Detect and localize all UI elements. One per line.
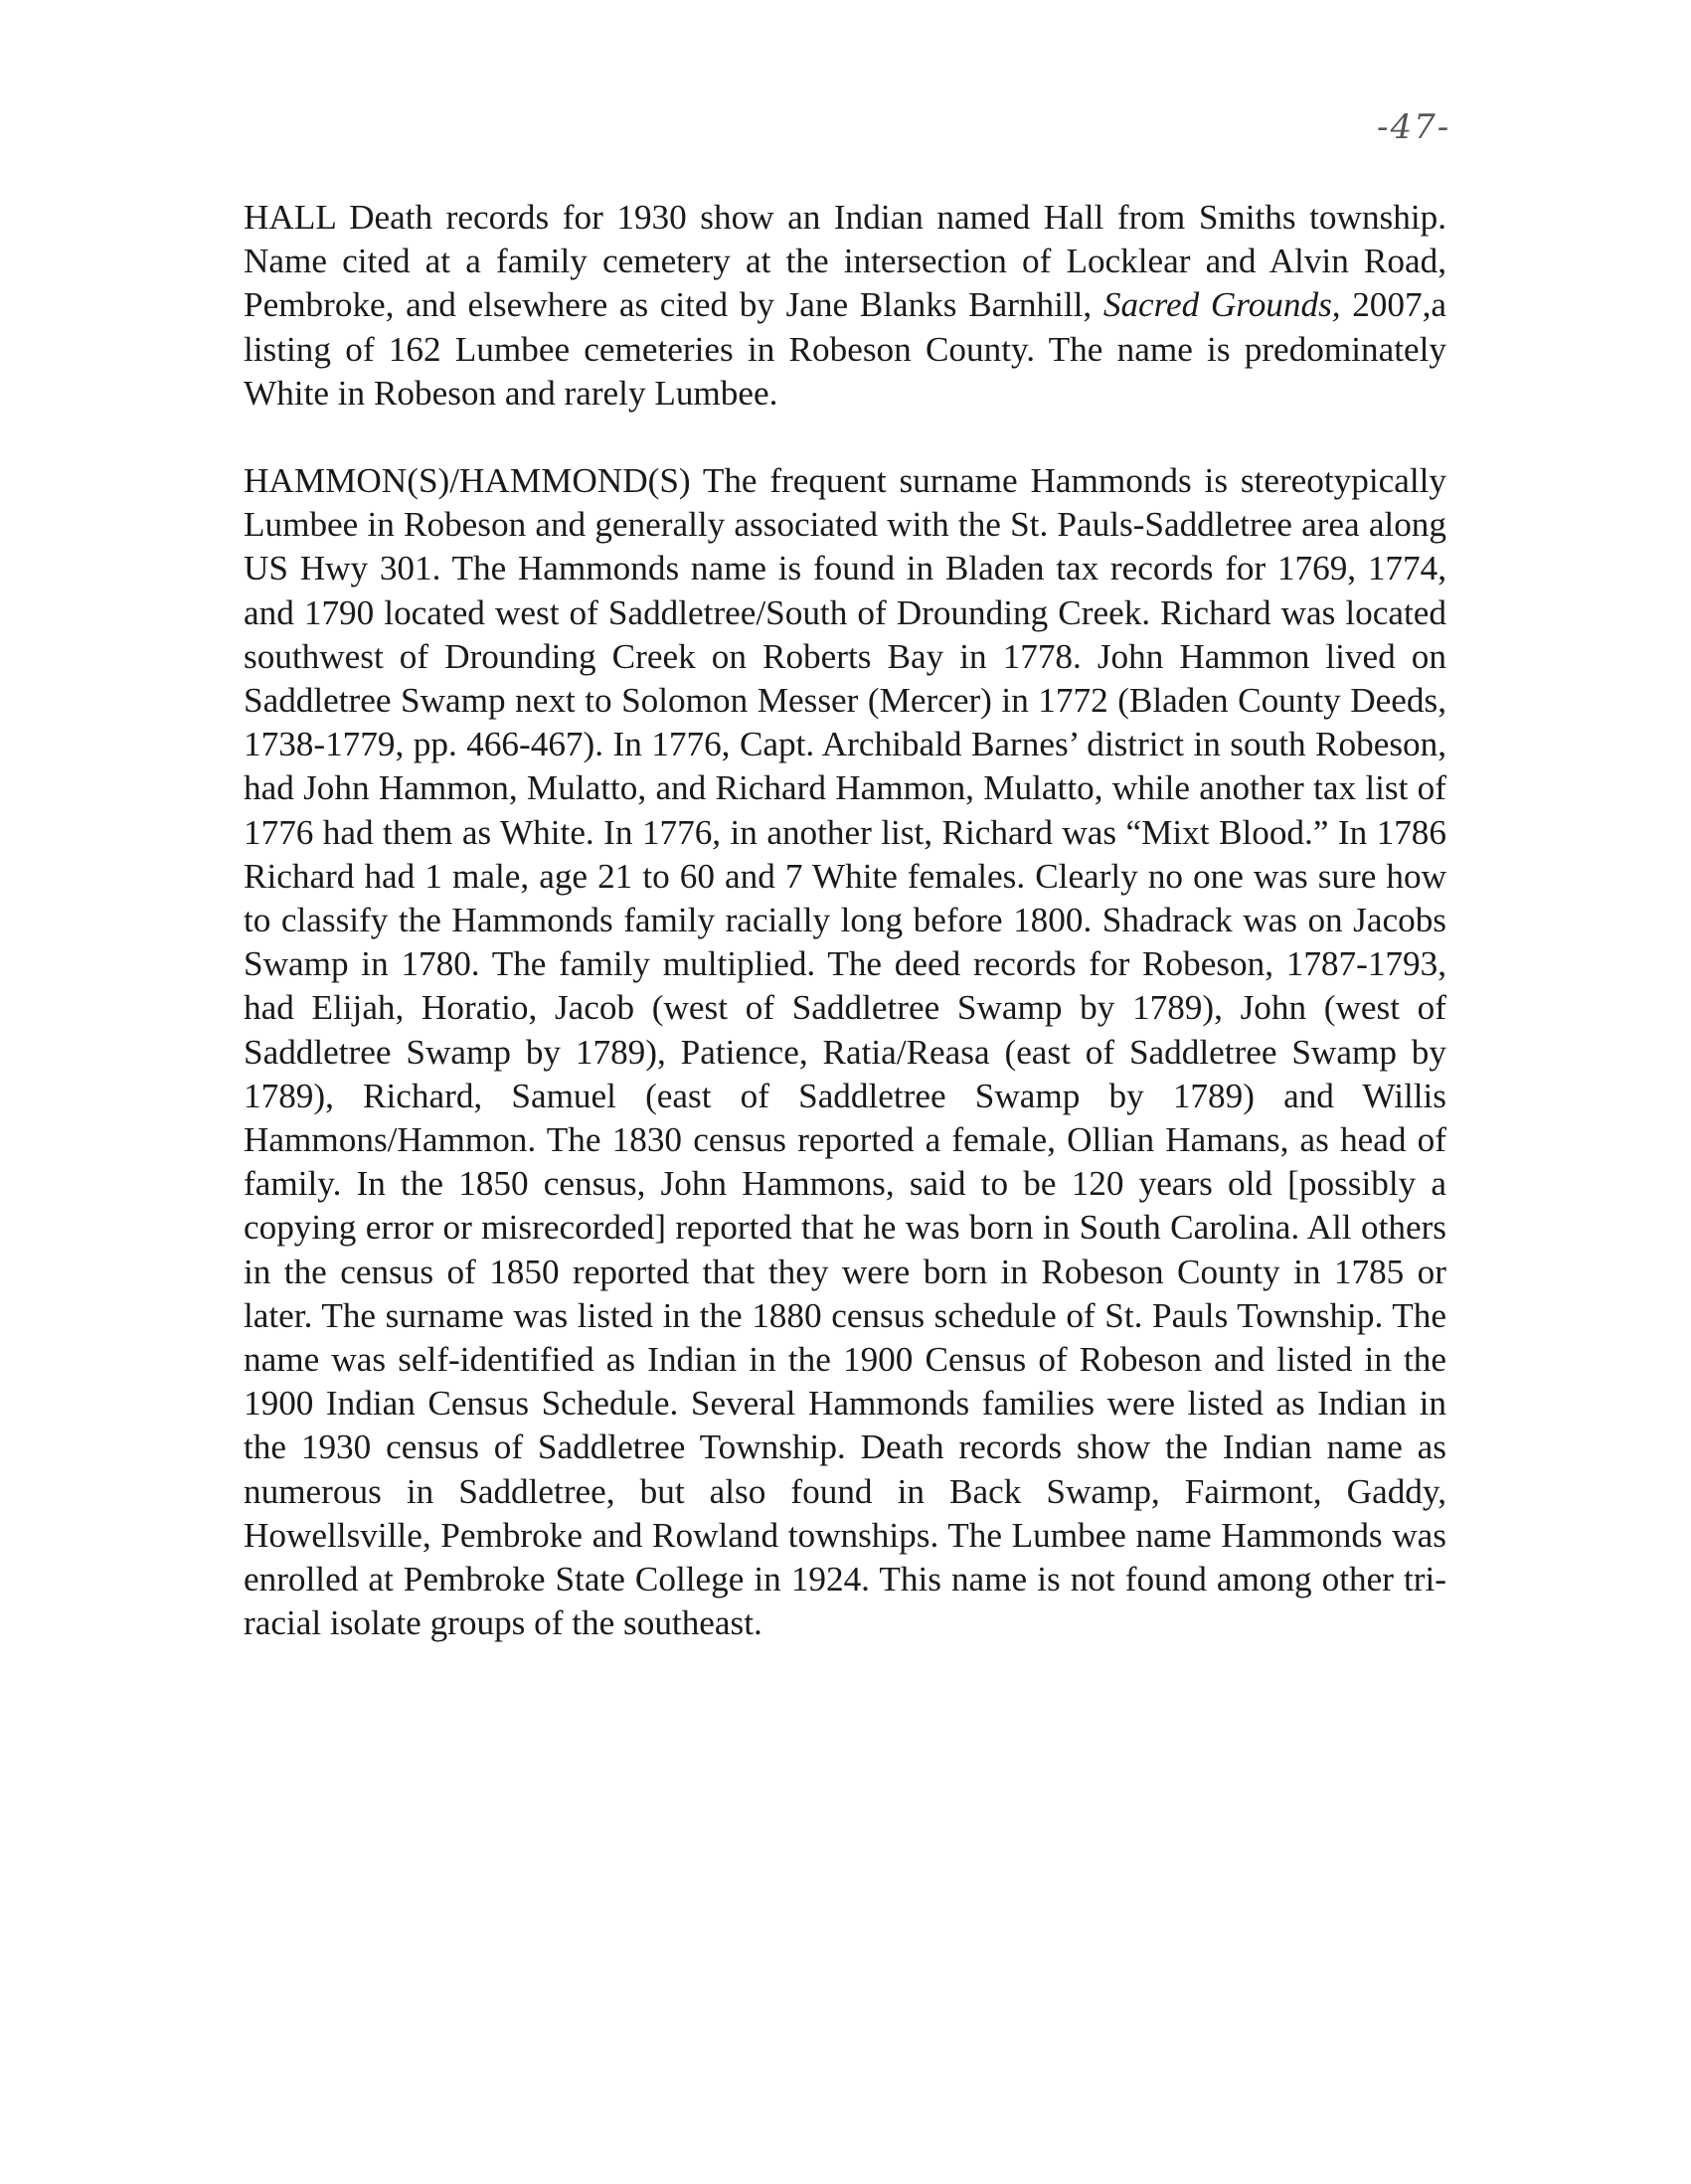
page-number: -47- — [1377, 107, 1451, 147]
entry-hall-heading: HALL — [244, 198, 336, 237]
entry-hammonds-text: The frequent surname Hammonds is stereotypically Lumbee in Robeson and generally associated with the St. Pauls-Saddletree area along US Hwy 301. The Hammonds name is found in Bladen tax records for 1769, 1774, and 1790 located west of Saddletree/South of Drounding Creek. Richard was located southwest of Drounding Creek on Roberts Bay in 1778. John Hammon lived on Saddletree Swamp next to Solomon Messer (Mercer) in 1772 (Bladen County Deeds, 1738-1779, pp. 466-467). In 1776, Capt. Archibald Barnes’ district in south Robeson, had John Hammon, Mulatto, and Richard Hammon, Mulatto, while another tax list of 1776 had them as White. In 1776, in another list, Richard was “Mixt Blood.” In 1786 Richard had 1 male, age 21 to 60 and 7 White females. Clearly no one was sure how to classify the Hammonds family racially long before 1800. Shadrack was on Jacobs Swamp in 1780. The family multiplied. The deed records for Robeson, 1787-1793, had Elijah, Horatio, Jacob (west of Saddletree Swamp by 1789), John (west of Saddletree Swamp by 1789), Patience, Ratia/Reasa (east of Saddletree Swamp by 1789), Richard, Samuel (east of Saddletree Swamp by 1789) and Willis Hammons/Hammon. The 1830 census reported a female, Ollian Hamans, as head of family. In the 1850 census, John Hammons, said to be 120 years old [possibly a copying error or misrecorded] reported that he was born in South Carolina. All others in the census of 1850 reported that they were born in Robeson County in 1785 or later. The surname was listed in the 1880 census schedule of St. Pauls Township. The name was self-identified as Indian in the 1900 Census of Robeson and listed in the 1900 Indian Census Schedule. Several Hammonds families were listed as Indian in the 1930 census of Saddletree Township. Death records show the Indian name as numerous in Saddletree, but also found in Back Swamp, Fairmont, Gaddy, Howellsville, Pembroke and Rowland townships. The Lumbee name Hammonds was enrolled at Pembroke State College in 1924. This name is not found among other tri-racial isolate groups of the southeast. — [244, 461, 1446, 1643]
entry-hall-text-after: 2007,a listing of 162 Lumbee cemeteries in Robeson County. The name is predominately White in Robeson and rarely Lumbee. — [244, 285, 1446, 413]
entry-hall — [244, 196, 1446, 416]
entry-hammonds — [244, 459, 1446, 1645]
entry-hall-book-title: Sacred Grounds, — [1102, 285, 1341, 325]
entry-hammonds-heading: HAMMON(S)/HAMMOND(S) — [244, 461, 691, 500]
entry-hall-text-before: Death records for 1930 show an Indian named Hall from Smiths township. Name cited at a family cemetery at the intersection of Locklear and Alvin Road, Pembroke, and elsewhere as cited by Jane Blanks Barnhill, — [244, 198, 1446, 325]
